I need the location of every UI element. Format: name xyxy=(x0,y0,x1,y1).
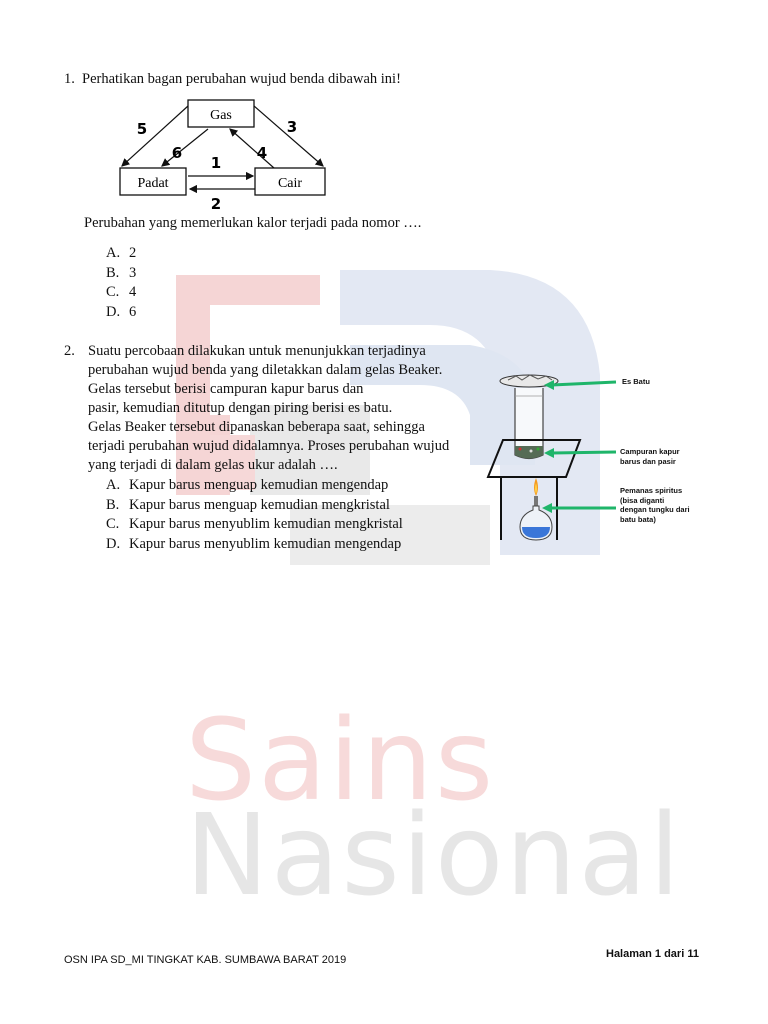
label-pemanas-line-1: Pemanas spiritus xyxy=(620,486,683,495)
watermark-text-nasional: Nasional xyxy=(185,791,683,921)
option-letter: A. xyxy=(106,245,121,261)
q1-prompt: Perubahan yang memerlukan kalor terjadi pada nomor …. xyxy=(84,215,422,231)
option-text: 2 xyxy=(129,245,137,261)
label-pemanas xyxy=(620,486,690,524)
label-pemanas-line-3: dengan tungku dari xyxy=(620,505,690,514)
padat-label: Padat xyxy=(137,176,169,191)
gas-label: Gas xyxy=(210,108,232,123)
footer-left: OSN IPA SD_MI TINGKAT KAB. SUMBAWA BARAT 2019 xyxy=(64,954,347,966)
option-letter: D. xyxy=(106,535,121,552)
watermark-text-sains: Sains xyxy=(185,696,496,826)
label-campuran-line-2: barus dan pasir xyxy=(620,456,676,466)
option-letter: A. xyxy=(106,477,121,493)
q2-line-3: Gelas tersebut berisi campuran kapur barus dan xyxy=(88,381,364,397)
q2-line-6: terjadi perubahan wujud didalamnya. Proses perubahan wujud xyxy=(88,438,450,454)
label-pemanas-line-4: batu bata) xyxy=(620,514,656,524)
label-4: 4 xyxy=(256,144,268,162)
option-letter: B. xyxy=(106,264,120,281)
arrow-6 xyxy=(162,129,208,166)
label-2: 2 xyxy=(210,195,222,212)
arrow-4 xyxy=(230,129,274,168)
option-letter: B. xyxy=(106,496,120,513)
label-6: 6 xyxy=(171,144,183,162)
option-text: 3 xyxy=(129,264,137,281)
option-text: Kapur barus menyublim kemudian mengkristal xyxy=(129,516,403,533)
q1-option-b[interactable] xyxy=(106,264,136,284)
q2-option-b[interactable] xyxy=(106,496,390,516)
q2-line-1: Suatu percobaan dilakukan untuk menunjukkan terjadinya xyxy=(88,343,426,359)
label-1: 1 xyxy=(210,154,222,172)
q2-option-a[interactable] xyxy=(106,476,388,496)
option-letter: D. xyxy=(106,303,121,320)
label-pemanas-line-2: (bisa diganti xyxy=(620,495,665,505)
label-campuran-line-1: Campuran kapur xyxy=(620,447,680,456)
option-text: 6 xyxy=(129,303,137,320)
q2-line-5: Gelas Beaker tersebut dipanaskan beberapa saat, sehingga xyxy=(88,419,425,435)
label-campuran xyxy=(620,447,680,466)
q1-option-a[interactable] xyxy=(106,244,136,264)
option-text: Kapur barus menguap kemudian mengendap xyxy=(129,477,389,493)
beaker-figure xyxy=(486,370,706,545)
q2-line-4: pasir, kemudian ditutup dengan piring berisi es batu. xyxy=(88,400,393,416)
option-text: Kapur barus menyublim kemudian mengendap xyxy=(129,535,402,552)
q2-line-7: yang terjadi di dalam gelas ukur adalah …. xyxy=(88,457,338,473)
option-letter: C. xyxy=(106,284,120,301)
q2-line-2: perubahan wujud benda yang diletakkan dalam gelas Beaker. xyxy=(88,362,443,378)
q2-text xyxy=(88,342,449,475)
option-text: Kapur barus menguap kemudian mengkristal xyxy=(129,496,390,513)
footer-page-number: Halaman 1 dari 11 xyxy=(606,948,699,960)
q1-option-c[interactable] xyxy=(106,283,136,303)
label-5: 5 xyxy=(136,120,148,138)
label-3: 3 xyxy=(286,118,298,136)
q1-option-d[interactable] xyxy=(106,303,136,323)
q2-number: 2. xyxy=(64,343,75,359)
label-es-batu: Es Batu xyxy=(622,377,650,386)
phase-change-diagram xyxy=(112,96,342,212)
option-letter: C. xyxy=(106,516,120,533)
q1-text: Perhatikan bagan perubahan wujud benda dibawah ini! xyxy=(82,71,401,87)
q2-option-c[interactable] xyxy=(106,515,403,535)
q2-option-d[interactable] xyxy=(106,535,401,555)
q1-number: 1. xyxy=(64,71,75,87)
cair-label: Cair xyxy=(277,176,303,191)
option-text: 4 xyxy=(129,284,137,301)
